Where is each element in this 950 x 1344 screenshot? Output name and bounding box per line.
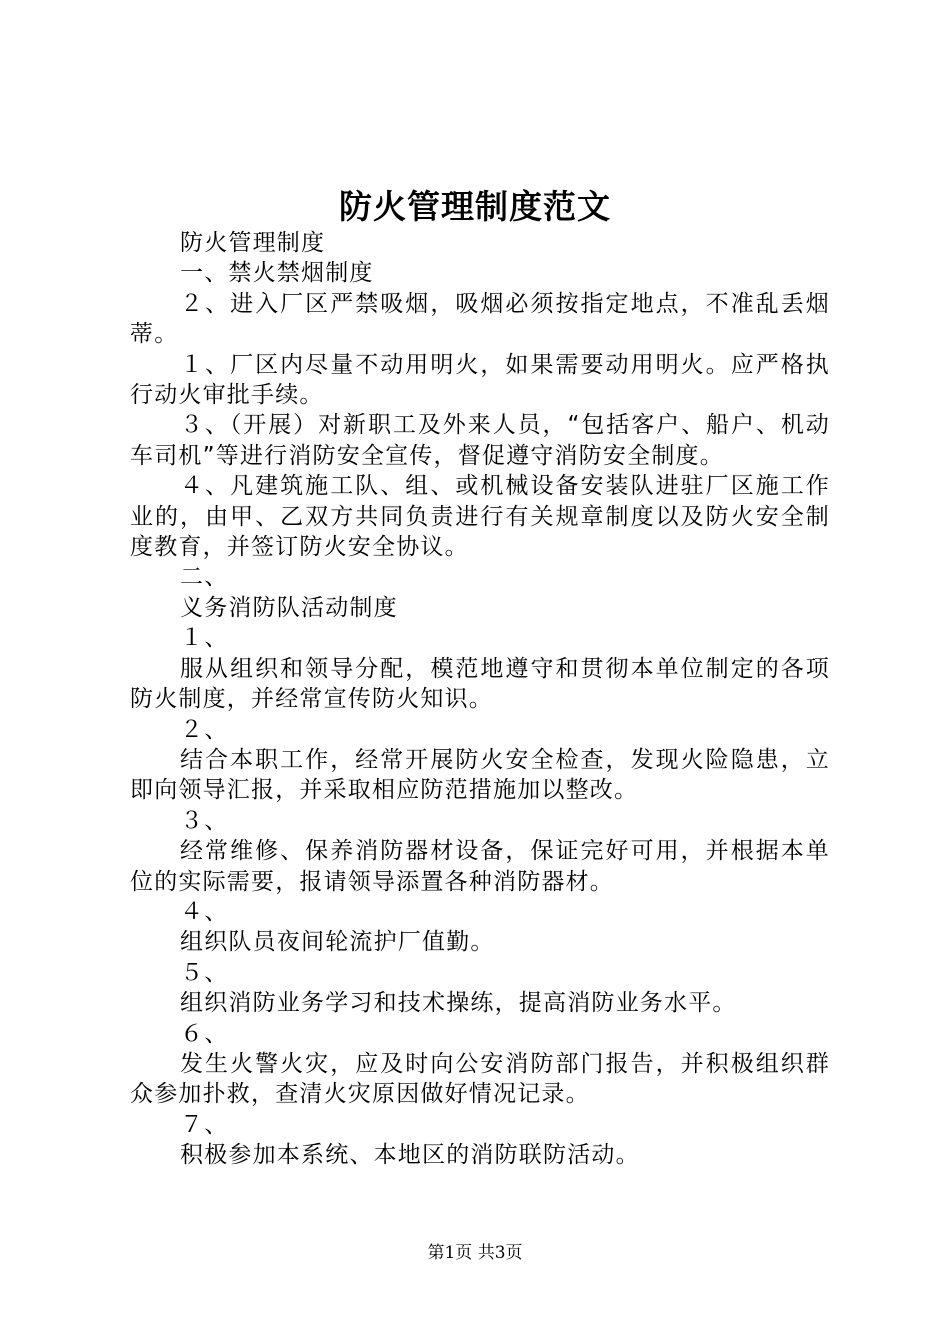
paragraph: 结合本职工作，经常开展防火安全检查，发现火险隐患，立即向领导汇报，并采取相应防范措施加以整改。 <box>130 746 830 804</box>
item-number: ４、 <box>180 898 229 925</box>
paragraph: 发生火警火灾，应及时向公安消防部门报告，并积极组织群众参加扑救，查清火灾原因做好情况记录。 <box>130 1050 830 1108</box>
paragraph: ２、进入厂区严禁吸烟，吸烟必须按指定地点，不准乱丢烟蒂。 <box>130 290 830 348</box>
paragraph: ４、凡建筑施工队、组、或机械设备安装队进驻厂区施工作业的，由甲、乙双方共同负责进行有关规章制度以及防火安全制度教育，并签订防火安全协议。 <box>130 473 830 561</box>
section-heading-2: 二、 <box>180 564 229 591</box>
page-footer: 第1页 共3页 <box>427 1243 523 1263</box>
section-title: 义务消防队活动制度 <box>180 594 398 621</box>
item-number: ６、 <box>180 1020 229 1047</box>
item-number: ５、 <box>180 959 229 986</box>
document-body <box>130 228 830 1171</box>
paragraph: 经常维修、保养消防器材设备，保证完好可用，并根据本单位的实际需要，报请领导添置各种消防器材。 <box>130 838 830 895</box>
item-number: １、 <box>180 625 229 652</box>
paragraph: １、厂区内尽量不动用明火，如果需要动用明火。应严格执行动火审批手续。 <box>130 351 830 409</box>
paragraph: ３、（开展）对新职工及外来人员，“包括客户、船户、机动车司机”等进行消防安全宣传，督促遵守消防安全制度。 <box>130 412 830 469</box>
paragraph-heading: 防火管理制度 <box>180 230 326 256</box>
paragraph: 组织消防业务学习和技术操练，提高消防业务水平。 <box>180 990 737 1017</box>
item-number: ３、 <box>180 807 229 834</box>
document-title: 防火管理制度范文 <box>339 187 611 226</box>
item-number: ７、 <box>180 1111 229 1138</box>
paragraph: 服从组织和领导分配，模范地遵守和贯彻本单位制定的各项防火制度，并经常宣传防火知识。 <box>130 655 830 713</box>
paragraph: 积极参加本系统、本地区的消防联防活动。 <box>180 1142 640 1169</box>
item-number: ２、 <box>180 716 229 743</box>
paragraph: 组织队员夜间轮流护厂值勤。 <box>180 929 495 956</box>
section-heading-1: 一、禁火禁烟制度 <box>180 260 374 287</box>
